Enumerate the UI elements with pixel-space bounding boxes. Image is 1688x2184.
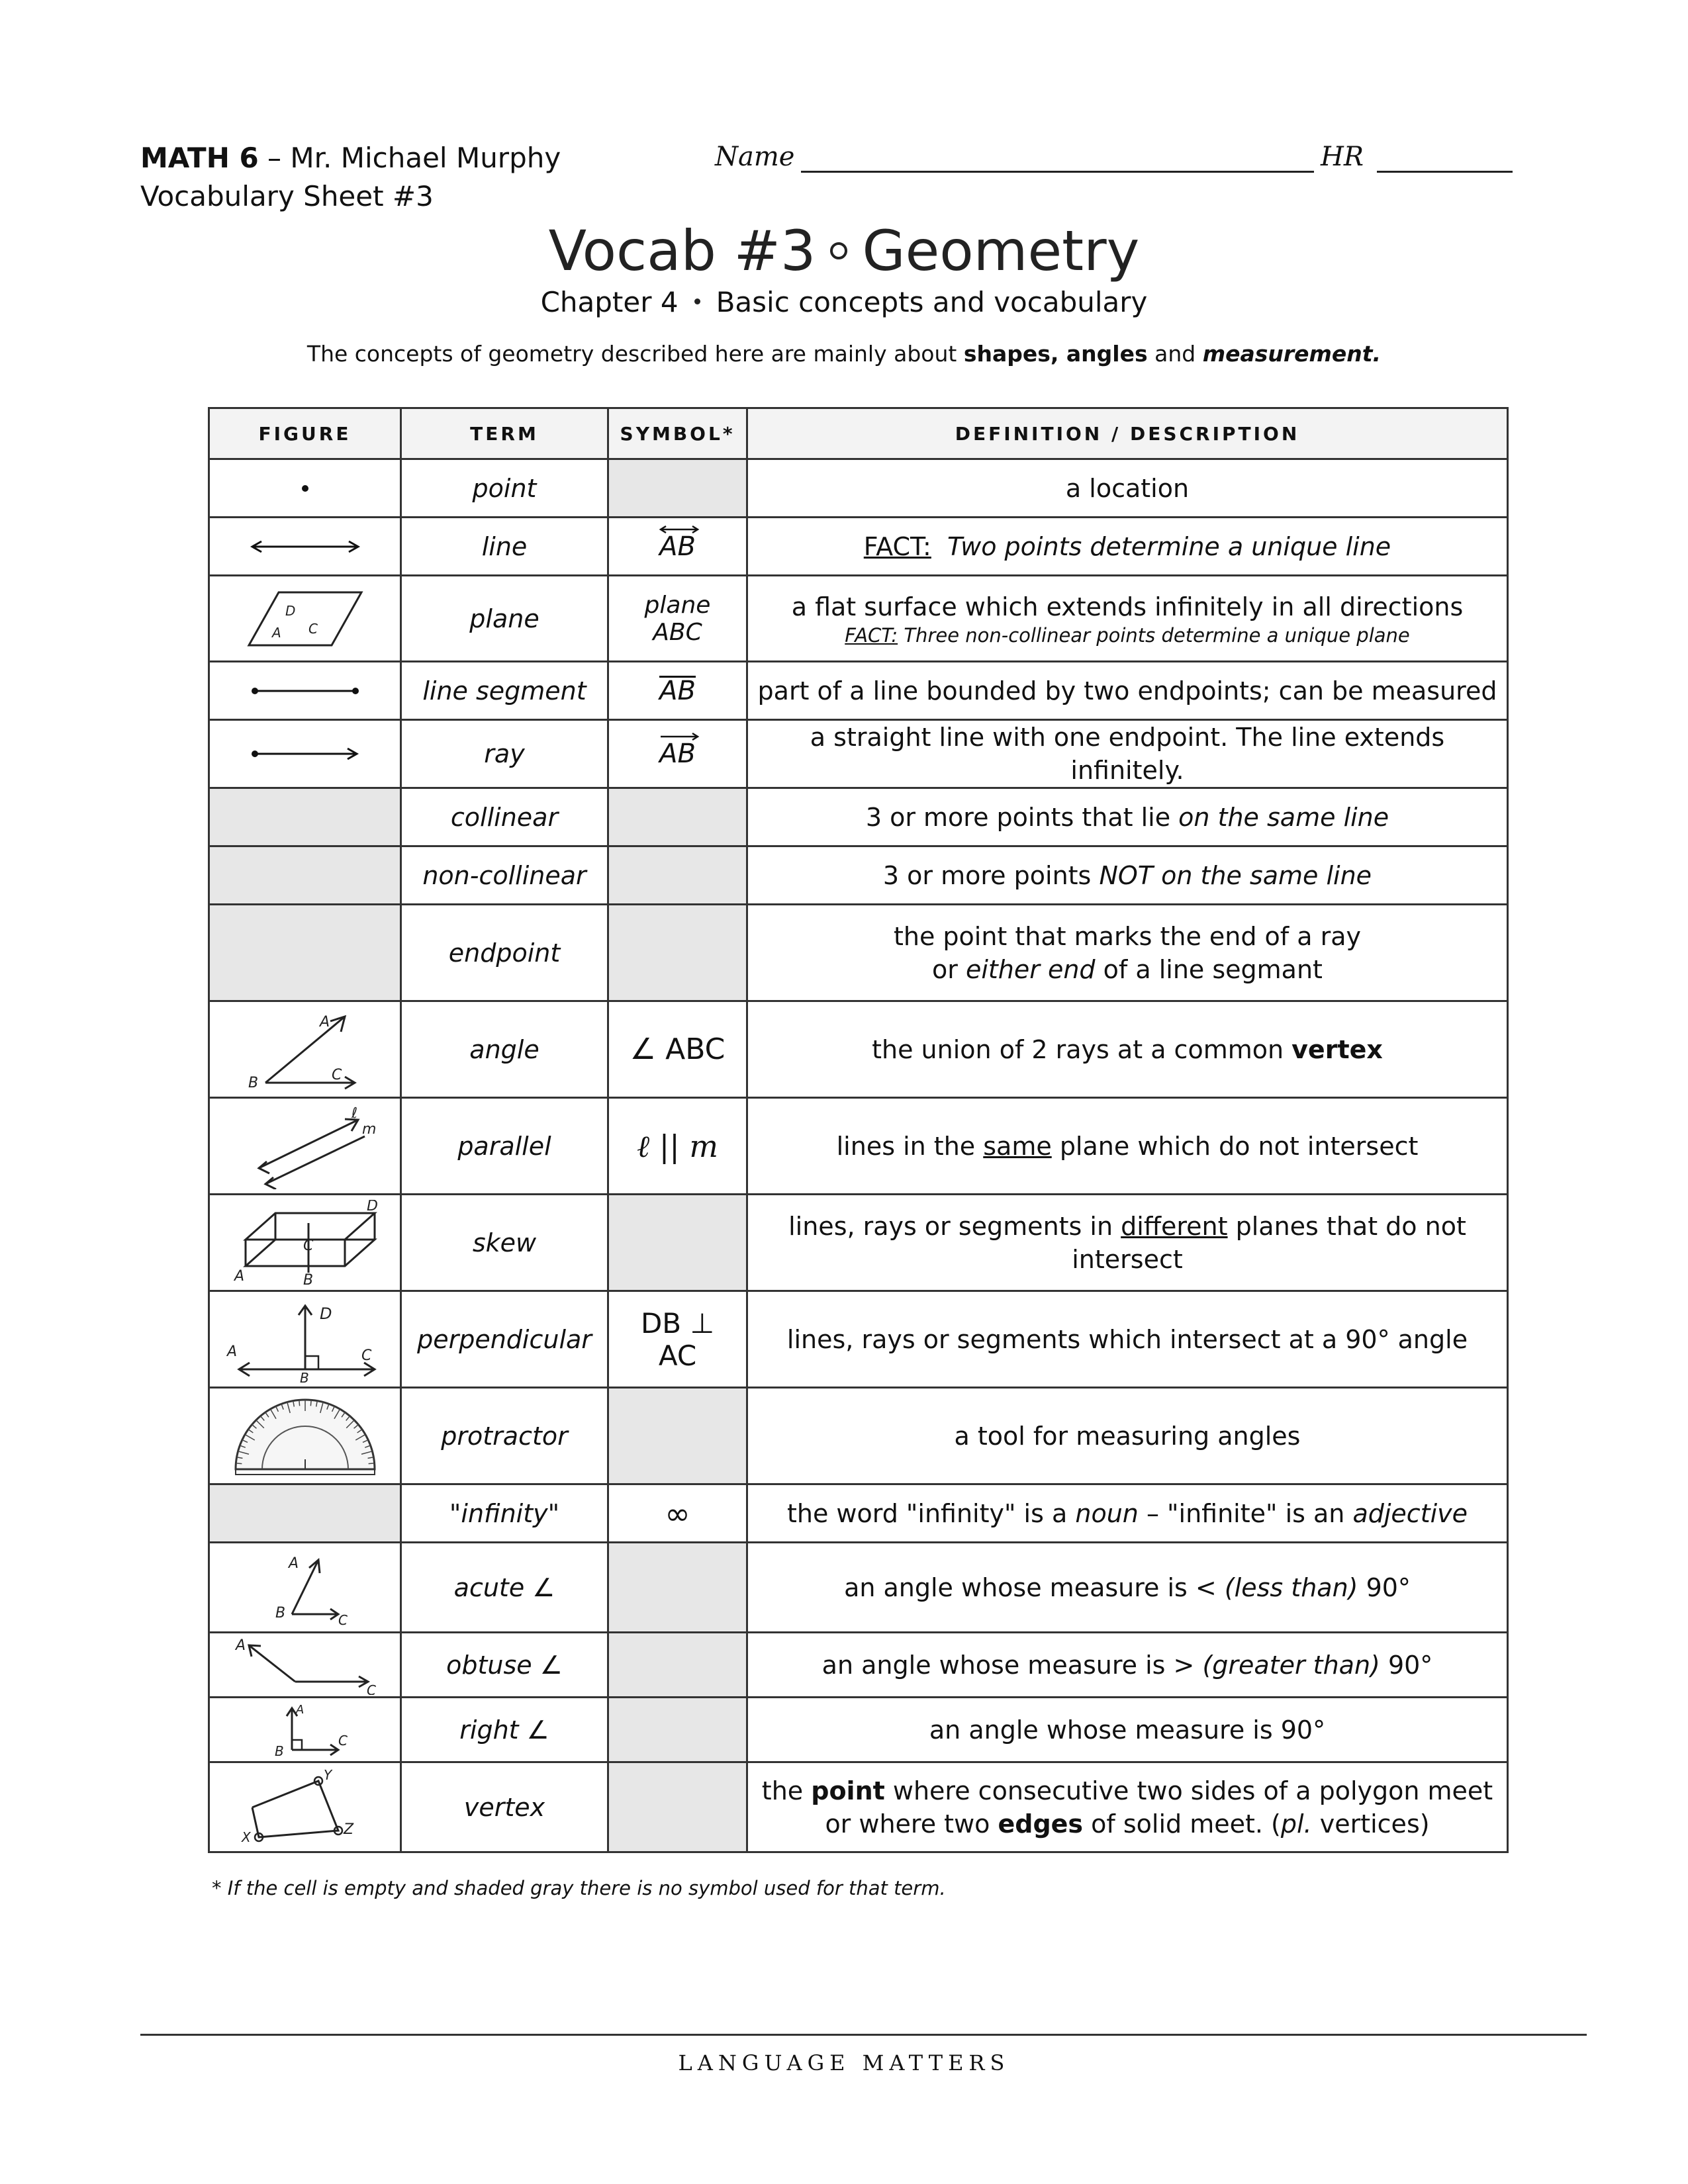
figure-line <box>209 518 401 576</box>
def-ital-2: adjective <box>1352 1498 1468 1528</box>
figure-empty <box>209 788 401 846</box>
term-cell: angle <box>401 1001 608 1098</box>
svg-text:C: C <box>361 1347 371 1364</box>
subtitle-bullet <box>694 298 700 304</box>
symbol-text: AB <box>659 675 696 706</box>
name-label: Name <box>715 142 795 172</box>
def-text: an angle whose measure is < <box>844 1572 1225 1602</box>
svg-text:A: A <box>226 1343 237 1360</box>
def-text-post: 90° <box>1358 1572 1411 1602</box>
def-text-post: planes that do not intersect <box>1072 1211 1466 1274</box>
def-text-post: of a line segmant <box>1095 954 1323 984</box>
svg-text:A: A <box>295 1702 304 1717</box>
def-text: an angle whose measure is > <box>821 1650 1203 1680</box>
svg-text:B: B <box>299 1369 309 1383</box>
svg-text:C: C <box>338 1612 348 1627</box>
symbol-cell-empty <box>608 905 747 1001</box>
svg-text:ℓ: ℓ <box>351 1105 357 1122</box>
term-cell: ray <box>401 720 608 788</box>
term-cell: point <box>401 459 608 518</box>
footer-text: LANGUAGE MATTERS <box>678 2050 1010 2075</box>
symbol-cell: DB ⊥ AC <box>608 1291 747 1388</box>
symbol-cell: plane ABC <box>608 576 747 662</box>
symbol-cell-empty <box>608 1698 747 1762</box>
col-header-definition: DEFINITION / DESCRIPTION <box>747 408 1508 459</box>
teacher-name: – Mr. Michael Murphy <box>258 142 561 174</box>
symbol-cell <box>608 662 747 720</box>
course-line <box>140 139 561 177</box>
definition-cell: a tool for measuring angles <box>747 1388 1508 1484</box>
svg-text:B: B <box>303 1271 313 1286</box>
figure-ray <box>209 720 401 788</box>
symbol-cell-empty <box>608 1388 747 1484</box>
definition-cell <box>747 1098 1508 1195</box>
symbol-text: AB <box>659 739 696 769</box>
def-ital: (less than) <box>1224 1572 1358 1602</box>
definition-cell <box>747 1195 1508 1291</box>
term-cell: non-collinear <box>401 846 608 905</box>
figure-point <box>209 459 401 518</box>
table-row <box>209 788 1508 846</box>
definition-cell <box>747 1633 1508 1698</box>
def-text: or <box>932 954 966 984</box>
figure-empty <box>209 905 401 1001</box>
def-underline: same <box>983 1131 1052 1161</box>
footer-rule <box>140 2034 1587 2036</box>
figure-skew <box>209 1195 401 1291</box>
symbol-cell-empty <box>608 1762 747 1852</box>
name-blank[interactable] <box>801 171 1314 173</box>
svg-text:m: m <box>361 1120 376 1138</box>
def-line-2 <box>757 1807 1497 1841</box>
term-cell: line <box>401 518 608 576</box>
def-text: Two points determine a unique line <box>947 531 1391 561</box>
symbol-cell-empty <box>608 846 747 905</box>
table-header-row <box>209 408 1508 459</box>
svg-text:A: A <box>271 624 281 641</box>
svg-text:Y: Y <box>323 1767 332 1783</box>
term-cell: right ∠ <box>401 1698 608 1762</box>
symbol-cell: ℓ || m <box>608 1098 747 1195</box>
sheet-label: Vocabulary Sheet #3 <box>140 180 434 212</box>
figure-vertex <box>209 1762 401 1852</box>
table-row <box>209 1291 1508 1388</box>
def-ital: noun <box>1075 1498 1139 1528</box>
table-row <box>209 720 1508 788</box>
svg-text:D: D <box>285 602 295 619</box>
intro-pre: The concepts of geometry described here are mainly about <box>306 341 964 367</box>
table-row <box>209 905 1508 1001</box>
def2-text: or where two <box>825 1809 998 1839</box>
symbol-cell-empty <box>608 459 747 518</box>
figure-protractor <box>209 1388 401 1484</box>
intro-text <box>0 341 1688 367</box>
definition-cell <box>747 1001 1508 1098</box>
term-cell: plane <box>401 576 608 662</box>
symbol-text: AB <box>659 531 696 562</box>
table-row <box>209 518 1508 576</box>
term-cell: perpendicular <box>401 1291 608 1388</box>
def-bold: point <box>811 1776 885 1805</box>
definition-cell <box>747 1484 1508 1543</box>
definition-cell: part of a line bounded by two endpoints; can be measured <box>747 662 1508 720</box>
intro-mid: and <box>1147 341 1203 367</box>
figure-right-angle <box>209 1698 401 1762</box>
course-name: MATH 6 <box>140 142 259 174</box>
symbol-cell-empty <box>608 1195 747 1291</box>
table-row <box>209 1195 1508 1291</box>
figure-empty <box>209 846 401 905</box>
figure-empty <box>209 1484 401 1543</box>
def-text: the union of 2 rays at a common <box>872 1034 1292 1064</box>
definition-cell <box>747 1543 1508 1633</box>
symbol-cell <box>608 720 747 788</box>
def-text: 3 or more points that lie <box>865 802 1179 832</box>
svg-text:B: B <box>274 1743 284 1759</box>
table-row <box>209 576 1508 662</box>
symbol-cell <box>608 518 747 576</box>
def-ital: NOT on the same line <box>1099 860 1372 890</box>
def-text-post: plane which do not intersect <box>1051 1131 1419 1161</box>
definition-cell <box>747 905 1508 1001</box>
svg-text:C: C <box>366 1682 376 1695</box>
def-text: the <box>761 1776 812 1805</box>
svg-text:C: C <box>331 1066 342 1083</box>
def-line-1 <box>757 1774 1497 1807</box>
subtitle-right: Basic concepts and vocabulary <box>716 286 1148 318</box>
def-ital: (greater than) <box>1202 1650 1380 1680</box>
intro-bold: shapes, angles <box>963 341 1148 367</box>
def-ital: either end <box>965 954 1096 984</box>
symbol-cell-empty <box>608 1633 747 1698</box>
def-text-post: 90° <box>1380 1650 1433 1680</box>
figure-acute-angle <box>209 1543 401 1633</box>
table-row <box>209 846 1508 905</box>
def-text-mid: – "infinite" is an <box>1138 1498 1353 1528</box>
definition-cell: a straight line with one endpoint. The line extends infinitely. <box>747 720 1508 788</box>
svg-text:A: A <box>234 1267 244 1285</box>
table-row <box>209 662 1508 720</box>
term-cell: collinear <box>401 788 608 846</box>
term-cell: parallel <box>401 1098 608 1195</box>
symbol-cell: ∞ <box>608 1484 747 1543</box>
term-cell: obtuse ∠ <box>401 1633 608 1698</box>
definition-cell <box>747 576 1508 662</box>
table-row <box>209 1543 1508 1633</box>
term-cell: line segment <box>401 662 608 720</box>
svg-text:C: C <box>303 1237 313 1254</box>
title-right: Geometry <box>862 218 1140 283</box>
term-cell: protractor <box>401 1388 608 1484</box>
term-cell: acute ∠ <box>401 1543 608 1633</box>
term-cell: skew <box>401 1195 608 1291</box>
svg-text:A: A <box>235 1637 246 1654</box>
page-title <box>0 218 1688 283</box>
def-sub-text: Three non-collinear points determine a unique plane <box>904 623 1410 647</box>
def2-end: vertices) <box>1311 1809 1430 1839</box>
table-row <box>209 1633 1508 1698</box>
fact-label: FACT: <box>845 623 898 647</box>
def-text: lines, rays or segments in <box>788 1211 1121 1241</box>
intro-ital: measurement. <box>1202 341 1382 367</box>
subtitle-left: Chapter 4 <box>540 286 679 318</box>
svg-text:B: B <box>275 1604 285 1621</box>
fact-label: FACT: <box>863 531 931 561</box>
symbol-cell: ∠ ABC <box>608 1001 747 1098</box>
svg-text:B: B <box>248 1074 258 1091</box>
def-text: lines in the <box>836 1131 984 1161</box>
col-header-symbol: SYMBOL* <box>608 408 747 459</box>
def-line-2 <box>757 953 1497 986</box>
title-left: Vocab #3 <box>548 218 816 283</box>
definition-cell <box>747 1762 1508 1852</box>
def-bold: vertex <box>1291 1034 1383 1064</box>
def-text: the word "infinity" is a <box>786 1498 1076 1528</box>
def2-ital: pl. <box>1280 1809 1312 1839</box>
vocab-table <box>208 407 1509 1853</box>
term-cell: vertex <box>401 1762 608 1852</box>
def2-text-post: of solid meet. ( <box>1083 1809 1281 1839</box>
svg-text:C: C <box>338 1732 348 1749</box>
figure-angle <box>209 1001 401 1098</box>
svg-text:A: A <box>288 1555 299 1572</box>
def-underline: different <box>1121 1211 1228 1241</box>
col-header-figure: FIGURE <box>209 408 401 459</box>
title-bullet <box>830 242 847 259</box>
term-cell: endpoint <box>401 905 608 1001</box>
svg-text:D: D <box>319 1304 332 1323</box>
def2-bold: edges <box>998 1809 1084 1839</box>
name-hr-fields <box>715 142 1516 179</box>
def-line-1: the point that marks the end of a ray <box>893 921 1362 951</box>
definition-cell <box>747 788 1508 846</box>
definition-cell: an angle whose measure is 90° <box>747 1698 1508 1762</box>
svg-text:X: X <box>241 1829 251 1845</box>
table-row <box>209 1098 1508 1195</box>
figure-plane <box>209 576 401 662</box>
svg-text:D: D <box>366 1199 378 1214</box>
term-cell: "infinity" <box>401 1484 608 1543</box>
figure-obtuse-angle <box>209 1633 401 1698</box>
hr-blank[interactable] <box>1377 171 1513 173</box>
definition-cell <box>747 846 1508 905</box>
figure-perpendicular <box>209 1291 401 1388</box>
definition-cell <box>747 518 1508 576</box>
definition-cell: lines, rays or segments which intersect at a 90° angle <box>747 1291 1508 1388</box>
symbol-cell-empty <box>608 788 747 846</box>
footnote: * If the cell is empty and shaded gray there is no symbol used for that term. <box>212 1877 946 1899</box>
def-text: 3 or more points <box>882 860 1100 890</box>
table-row <box>209 1698 1508 1762</box>
def-text-post: where consecutive two sides of a polygon meet <box>884 1776 1493 1805</box>
definition-cell: a location <box>747 459 1508 518</box>
header-left <box>140 139 561 216</box>
figure-parallel <box>209 1098 401 1195</box>
table-row <box>209 459 1508 518</box>
def-main: a flat surface which extends infinitely in all directions <box>791 592 1464 621</box>
symbol-cell-empty <box>608 1543 747 1633</box>
table-row <box>209 1484 1508 1543</box>
protractor-tick <box>310 1400 311 1406</box>
svg-text:Z: Z <box>343 1821 353 1838</box>
svg-text:A: A <box>319 1013 330 1030</box>
table-row <box>209 1762 1508 1852</box>
page-subtitle <box>0 286 1688 318</box>
figure-line-segment <box>209 662 401 720</box>
hr-label: HR <box>1321 142 1364 172</box>
table-row <box>209 1001 1508 1098</box>
table-row <box>209 1388 1508 1484</box>
col-header-term: TERM <box>401 408 608 459</box>
def-sub <box>757 623 1497 647</box>
def-ital: on the same line <box>1178 802 1389 832</box>
svg-text:C: C <box>308 620 318 637</box>
